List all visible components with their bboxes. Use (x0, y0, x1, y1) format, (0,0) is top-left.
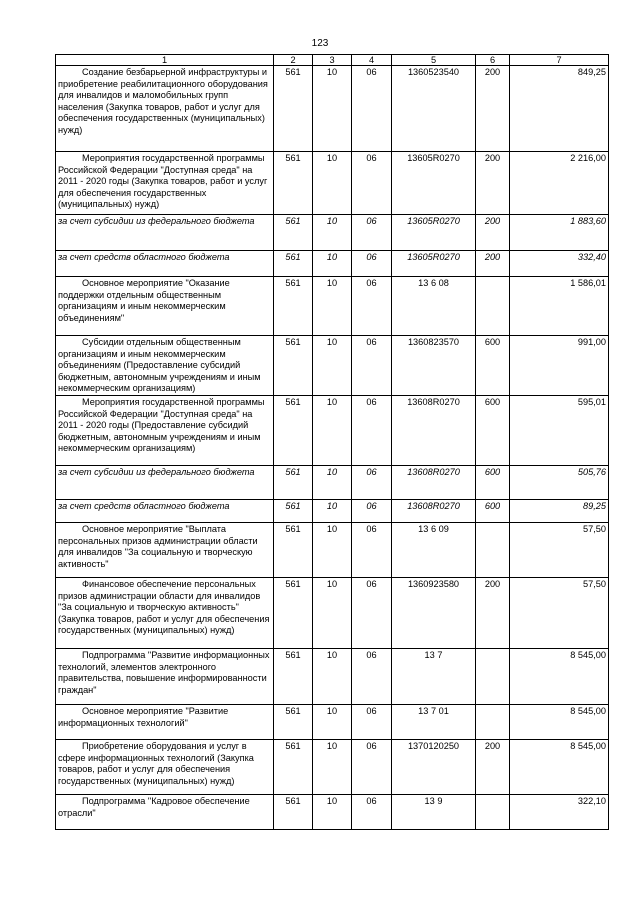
row-code-3: 10 (313, 152, 352, 215)
table-row (56, 739, 609, 794)
column-header: 1 (56, 55, 274, 66)
row-code-5: 13 6 09 (392, 522, 476, 577)
row-amount: 1 586,01 (510, 277, 609, 336)
row-code-6: 600 (476, 499, 510, 522)
column-header: 6 (476, 55, 510, 66)
row-code-2: 561 (274, 277, 313, 336)
column-header: 2 (274, 55, 313, 66)
row-code-5: 13 7 (392, 648, 476, 704)
row-name: за счет субсидии из федерального бюджета (56, 465, 274, 499)
row-code-2: 561 (274, 251, 313, 277)
table-row (56, 704, 609, 739)
row-name: Мероприятия государственной программы Российской Федерации "Доступная среда" на 2011 - 2020 годы (Предоставление субсидий бюджетным, автономным учреждениям и иным некоммерческим организациям) (56, 395, 274, 465)
row-code-3: 10 (313, 522, 352, 577)
row-code-2: 561 (274, 395, 313, 465)
row-code-6: 200 (476, 152, 510, 215)
row-code-3: 10 (313, 395, 352, 465)
row-code-6: 600 (476, 465, 510, 499)
row-name: Основное мероприятие "Развитие информационных технологий" (56, 704, 274, 739)
row-code-5: 1370120250 (392, 739, 476, 794)
row-code-2: 561 (274, 465, 313, 499)
row-code-3: 10 (313, 66, 352, 152)
row-code-5: 13 6 08 (392, 277, 476, 336)
row-code-3: 10 (313, 251, 352, 277)
row-code-3: 10 (313, 336, 352, 396)
row-code-3: 10 (313, 465, 352, 499)
table-row (56, 215, 609, 251)
row-code-5: 13605R0270 (392, 152, 476, 215)
row-code-5: 1360923580 (392, 577, 476, 648)
row-code-3: 10 (313, 648, 352, 704)
row-code-4: 06 (352, 704, 392, 739)
column-header: 5 (392, 55, 476, 66)
row-code-5: 13 7 01 (392, 704, 476, 739)
row-amount: 595,01 (510, 395, 609, 465)
table-row (56, 648, 609, 704)
row-code-2: 561 (274, 648, 313, 704)
table-row (56, 66, 609, 152)
row-code-2: 561 (274, 152, 313, 215)
table-row (56, 465, 609, 499)
row-code-5: 13608R0270 (392, 395, 476, 465)
row-code-3: 10 (313, 215, 352, 251)
row-code-4: 06 (352, 739, 392, 794)
row-amount: 8 545,00 (510, 648, 609, 704)
row-code-4: 06 (352, 499, 392, 522)
row-code-4: 06 (352, 251, 392, 277)
row-code-6 (476, 648, 510, 704)
row-name: Создание безбарьерной инфраструктуры и приобретение реабилитационного оборудования для инвалидов и маломобильных групп населения (Закупка товаров, работ и услуг для обеспечения государственных (муниципальных) нужд) (56, 66, 274, 152)
table-row (56, 277, 609, 336)
row-code-4: 06 (352, 336, 392, 396)
row-name: Основное мероприятие "Выплата персональных призов администрации области для инвалидов "За социальную и творческую активность" (56, 522, 274, 577)
table-row (56, 577, 609, 648)
row-name: Приобретение оборудования и услуг в сфере информационных технологий (Закупка товаров, работ и услуг для обеспечения государственных (муниципальных) нужд) (56, 739, 274, 794)
row-name: за счет субсидии из федерального бюджета (56, 215, 274, 251)
row-code-5: 13608R0270 (392, 499, 476, 522)
row-code-6: 600 (476, 395, 510, 465)
row-code-3: 10 (313, 704, 352, 739)
budget-table (55, 54, 609, 830)
row-code-6 (476, 794, 510, 829)
row-code-6: 200 (476, 577, 510, 648)
row-code-4: 06 (352, 465, 392, 499)
row-code-6 (476, 522, 510, 577)
table-row (56, 522, 609, 577)
row-amount: 849,25 (510, 66, 609, 152)
row-code-2: 561 (274, 499, 313, 522)
row-amount: 8 545,00 (510, 739, 609, 794)
row-code-6: 200 (476, 251, 510, 277)
row-code-6 (476, 704, 510, 739)
row-code-3: 10 (313, 794, 352, 829)
table-row (56, 152, 609, 215)
row-code-3: 10 (313, 277, 352, 336)
row-code-5: 1360523540 (392, 66, 476, 152)
row-code-6: 600 (476, 336, 510, 396)
table-row (56, 395, 609, 465)
row-name: Финансовое обеспечение персональных призов администрации области для инвалидов "За социальную и творческую активность" (Закупка товаров, работ и услуг для обеспечения государственных (муниципальных) нужд) (56, 577, 274, 648)
row-code-5: 13605R0270 (392, 251, 476, 277)
row-code-2: 561 (274, 739, 313, 794)
row-amount: 332,40 (510, 251, 609, 277)
row-name: за счет средств областного бюджета (56, 499, 274, 522)
row-code-5: 13608R0270 (392, 465, 476, 499)
row-code-4: 06 (352, 152, 392, 215)
column-header: 4 (352, 55, 392, 66)
row-code-3: 10 (313, 499, 352, 522)
row-code-2: 561 (274, 577, 313, 648)
row-amount: 2 216,00 (510, 152, 609, 215)
row-code-4: 06 (352, 522, 392, 577)
row-code-6: 200 (476, 66, 510, 152)
row-name: Подпрограмма "Развитие информационных технологий, элементов электронного правительства, повышение информированности граждан" (56, 648, 274, 704)
column-header: 7 (510, 55, 609, 66)
row-code-4: 06 (352, 277, 392, 336)
row-code-2: 561 (274, 794, 313, 829)
row-name: Подпрограмма "Кадровое обеспечение отрасли" (56, 794, 274, 829)
row-code-2: 561 (274, 215, 313, 251)
row-code-3: 10 (313, 739, 352, 794)
page-number: 123 (311, 38, 329, 49)
row-code-2: 561 (274, 66, 313, 152)
row-code-2: 561 (274, 336, 313, 396)
row-code-5: 13605R0270 (392, 215, 476, 251)
row-amount: 991,00 (510, 336, 609, 396)
row-amount: 8 545,00 (510, 704, 609, 739)
column-header: 3 (313, 55, 352, 66)
row-amount: 89,25 (510, 499, 609, 522)
row-code-4: 06 (352, 648, 392, 704)
row-code-4: 06 (352, 215, 392, 251)
row-code-5: 1360823570 (392, 336, 476, 396)
row-code-4: 06 (352, 395, 392, 465)
row-amount: 57,50 (510, 522, 609, 577)
row-code-4: 06 (352, 66, 392, 152)
table-row (56, 499, 609, 522)
row-amount: 1 883,60 (510, 215, 609, 251)
header-row (56, 55, 609, 66)
table-row (56, 251, 609, 277)
row-amount: 505,76 (510, 465, 609, 499)
row-code-3: 10 (313, 577, 352, 648)
row-code-2: 561 (274, 704, 313, 739)
row-name: за счет средств областного бюджета (56, 251, 274, 277)
row-amount: 322,10 (510, 794, 609, 829)
row-name: Основное мероприятие "Оказание поддержки отдельным общественным организациям и иным некоммерческим объединениям" (56, 277, 274, 336)
row-name: Субсидии отдельным общественным организациям и иным некоммерческим объединениям (Предоставление субсидий бюджетным, автономным учреждениям и иным некоммерческим организациям) (56, 336, 274, 396)
row-code-4: 06 (352, 794, 392, 829)
row-code-6: 200 (476, 215, 510, 251)
row-code-4: 06 (352, 577, 392, 648)
row-code-6 (476, 277, 510, 336)
row-code-2: 561 (274, 522, 313, 577)
row-name: Мероприятия государственной программы Российской Федерации "Доступная среда" на 2011 - 2020 годы (Закупка товаров, работ и услуг для обеспечения государственных (муниципальных) нужд) (56, 152, 274, 215)
row-amount: 57,50 (510, 577, 609, 648)
table-row (56, 336, 609, 396)
table-row (56, 794, 609, 829)
row-code-5: 13 9 (392, 794, 476, 829)
row-code-6: 200 (476, 739, 510, 794)
